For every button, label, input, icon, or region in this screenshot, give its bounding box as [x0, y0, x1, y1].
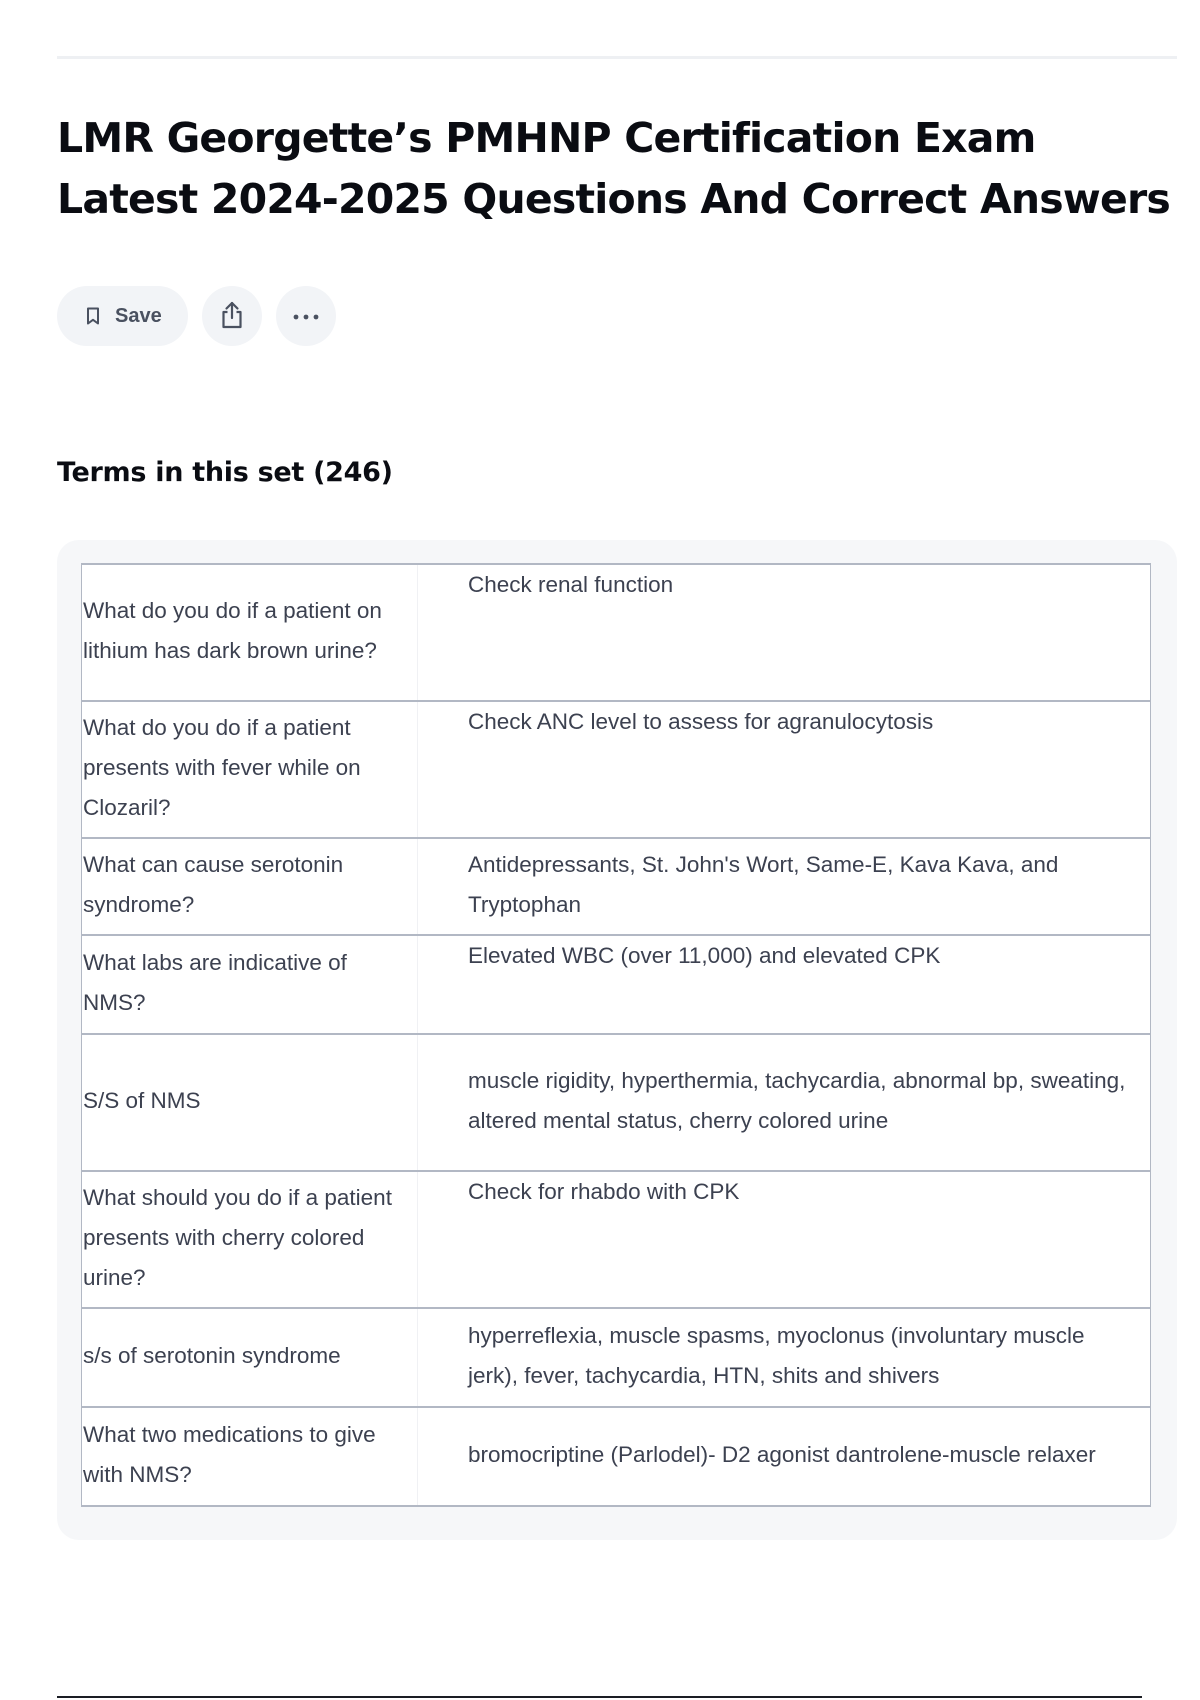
term-question: What two medications to give with NMS? — [82, 1407, 418, 1506]
term-answer: bromocriptine (Parlodel)- D2 agonist dantrolene-muscle relaxer — [418, 1407, 1151, 1506]
term-answer: Elevated WBC (over 11,000) and elevated CPK — [418, 935, 1151, 1034]
term-row — [82, 1034, 1151, 1171]
term-question: s/s of serotonin syndrome — [82, 1308, 418, 1407]
term-row — [82, 1171, 1151, 1308]
term-question: What labs are indicative of NMS? — [82, 935, 418, 1034]
term-answer: Antidepressants, St. John's Wort, Same-E, Kava Kava, and Tryptophan — [418, 838, 1151, 935]
term-question: S/S of NMS — [82, 1034, 418, 1171]
term-row — [82, 1407, 1151, 1506]
top-divider — [57, 56, 1177, 59]
share-icon — [219, 300, 245, 333]
term-question: What should you do if a patient presents with cherry colored urine? — [82, 1171, 418, 1308]
save-button[interactable] — [57, 286, 188, 346]
term-answer: Check ANC level to assess for agranulocytosis — [418, 701, 1151, 838]
action-bar — [57, 286, 350, 346]
terms-heading: Terms in this set (246) — [57, 457, 393, 488]
page-title: LMR Georgette’s PMHNP Certification Exam Latest 2024-2025 Questions And Correct Answers — [57, 114, 1170, 223]
term-question: What do you do if a patient presents with fever while on Clozaril? — [82, 701, 418, 838]
save-label: Save — [115, 304, 162, 327]
term-row — [82, 701, 1151, 838]
more-options-button[interactable] — [276, 286, 336, 346]
term-answer: Check renal function — [418, 564, 1151, 701]
share-button[interactable] — [202, 286, 262, 346]
terms-panel — [57, 540, 1177, 1540]
term-question: What do you do if a patient on lithium has dark brown urine? — [82, 564, 418, 701]
term-row — [82, 1308, 1151, 1407]
bottom-divider — [57, 1696, 1142, 1698]
term-answer: hyperreflexia, muscle spasms, myoclonus (involuntary muscle jerk), fever, tachycardia, HTN, shits and shivers — [418, 1308, 1151, 1407]
bookmark-icon — [85, 306, 101, 326]
terms-table — [81, 563, 1151, 1507]
term-question: What can cause serotonin syndrome? — [82, 838, 418, 935]
more-icon — [291, 309, 321, 324]
term-answer: muscle rigidity, hyperthermia, tachycardia, abnormal bp, sweating, altered mental status, cherry colored urine — [418, 1034, 1151, 1171]
term-row — [82, 935, 1151, 1034]
term-row — [82, 838, 1151, 935]
term-answer: Check for rhabdo with CPK — [418, 1171, 1151, 1308]
term-row — [82, 564, 1151, 701]
